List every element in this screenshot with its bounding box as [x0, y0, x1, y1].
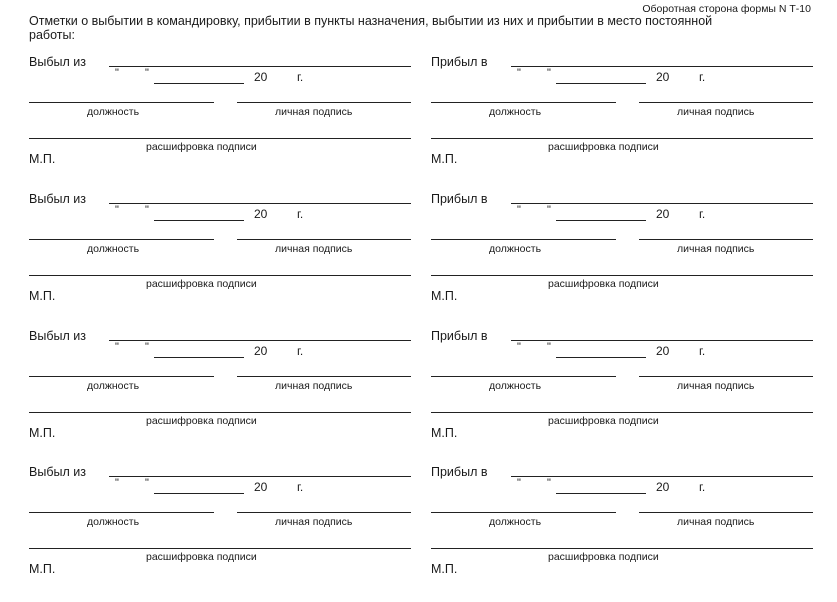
date-field[interactable] [556, 83, 646, 84]
departure-block-1 [29, 55, 411, 190]
date-field[interactable] [154, 220, 244, 221]
quote-mark: " [547, 341, 551, 353]
signature-caption: личная подпись [677, 380, 755, 392]
date-field[interactable] [154, 83, 244, 84]
departure-place-field[interactable] [109, 66, 411, 67]
position-caption: должность [87, 243, 140, 255]
quote-mark: " [547, 477, 551, 489]
signature-decoding-caption: расшифровка подписи [146, 278, 257, 290]
position-caption: должность [489, 516, 542, 528]
departure-label: Выбыл из [29, 55, 86, 69]
signature-decoding-caption: расшифровка подписи [548, 141, 659, 153]
signature-caption: личная подпись [677, 106, 755, 118]
quote-mark: " [517, 67, 521, 79]
signature-decoding-field[interactable] [29, 138, 411, 139]
position-field[interactable] [29, 102, 214, 103]
arrival-place-field[interactable] [511, 203, 813, 204]
quote-mark: " [145, 204, 149, 216]
signature-caption: личная подпись [677, 516, 755, 528]
signature-caption: личная подпись [275, 516, 353, 528]
year-suffix: г. [297, 480, 304, 494]
quote-mark: " [115, 204, 119, 216]
signature-field[interactable] [639, 239, 813, 240]
year-suffix: г. [297, 70, 304, 84]
signature-decoding-caption: расшифровка подписи [548, 415, 659, 427]
date-field[interactable] [556, 220, 646, 221]
departure-place-field[interactable] [109, 340, 411, 341]
position-caption: должность [87, 106, 140, 118]
arrival-block-1 [431, 55, 813, 190]
year-suffix: г. [699, 480, 706, 494]
signature-field[interactable] [639, 376, 813, 377]
signature-caption: личная подпись [275, 243, 353, 255]
date-field[interactable] [154, 357, 244, 358]
position-caption: должность [489, 243, 542, 255]
stamp-label: М.П. [29, 562, 56, 576]
stamp-label: М.П. [29, 152, 56, 166]
signature-field[interactable] [237, 376, 411, 377]
quote-mark: " [517, 477, 521, 489]
departure-block-2 [29, 192, 411, 327]
arrival-label: Прибыл в [431, 329, 488, 343]
signature-decoding-field[interactable] [431, 275, 813, 276]
departure-block-4 [29, 465, 411, 600]
signature-caption: личная подпись [275, 380, 353, 392]
stamp-label: М.П. [29, 426, 56, 440]
position-field[interactable] [29, 239, 214, 240]
signature-decoding-field[interactable] [29, 275, 411, 276]
date-field[interactable] [154, 493, 244, 494]
quote-mark: " [145, 67, 149, 79]
signature-decoding-caption: расшифровка подписи [146, 141, 257, 153]
quote-mark: " [115, 477, 119, 489]
arrival-place-field[interactable] [511, 66, 813, 67]
year-prefix: 20 [656, 207, 670, 221]
signature-decoding-caption: расшифровка подписи [548, 551, 659, 563]
stamp-label: М.П. [29, 289, 56, 303]
quote-mark: " [145, 341, 149, 353]
arrival-block-3 [431, 329, 813, 464]
date-field[interactable] [556, 357, 646, 358]
signature-field[interactable] [237, 239, 411, 240]
year-suffix: г. [699, 344, 706, 358]
signature-decoding-caption: расшифровка подписи [548, 278, 659, 290]
signature-decoding-caption: расшифровка подписи [146, 415, 257, 427]
year-prefix: 20 [254, 207, 268, 221]
year-prefix: 20 [254, 70, 268, 84]
quote-mark: " [547, 204, 551, 216]
departure-label: Выбыл из [29, 192, 86, 206]
quote-mark: " [517, 341, 521, 353]
signature-field[interactable] [237, 102, 411, 103]
quote-mark: " [115, 67, 119, 79]
position-field[interactable] [431, 239, 616, 240]
signature-field[interactable] [237, 512, 411, 513]
position-caption: должность [489, 106, 542, 118]
stamp-label: М.П. [431, 426, 458, 440]
signature-decoding-field[interactable] [431, 412, 813, 413]
departure-place-field[interactable] [109, 203, 411, 204]
year-prefix: 20 [656, 70, 670, 84]
signature-decoding-caption: расшифровка подписи [146, 551, 257, 563]
date-field[interactable] [556, 493, 646, 494]
quote-mark: " [145, 477, 149, 489]
position-caption: должность [87, 516, 140, 528]
year-prefix: 20 [656, 480, 670, 494]
departure-label: Выбыл из [29, 465, 86, 479]
position-field[interactable] [29, 512, 214, 513]
arrival-block-2 [431, 192, 813, 327]
position-caption: должность [489, 380, 542, 392]
arrival-label: Прибыл в [431, 192, 488, 206]
position-field[interactable] [431, 376, 616, 377]
quote-mark: " [517, 204, 521, 216]
year-prefix: 20 [254, 344, 268, 358]
stamp-label: М.П. [431, 289, 458, 303]
quote-mark: " [115, 341, 119, 353]
position-field[interactable] [29, 376, 214, 377]
form-reference: Оборотная сторона формы N Т-10 [642, 3, 811, 15]
year-suffix: г. [297, 344, 304, 358]
quote-mark: " [547, 67, 551, 79]
position-field[interactable] [431, 102, 616, 103]
position-caption: должность [87, 380, 140, 392]
signature-field[interactable] [639, 512, 813, 513]
year-suffix: г. [699, 207, 706, 221]
arrival-label: Прибыл в [431, 465, 488, 479]
signature-decoding-field[interactable] [431, 138, 813, 139]
signature-decoding-field[interactable] [29, 548, 411, 549]
arrival-place-field[interactable] [511, 476, 813, 477]
year-prefix: 20 [254, 480, 268, 494]
departure-label: Выбыл из [29, 329, 86, 343]
arrival-block-4 [431, 465, 813, 600]
stamp-label: М.П. [431, 152, 458, 166]
signature-decoding-field[interactable] [29, 412, 411, 413]
stamp-label: М.П. [431, 562, 458, 576]
signature-field[interactable] [639, 102, 813, 103]
form-heading: Отметки о выбытии в командировку, прибытии в пункты назначения, выбытии из них и прибытии в место постоянной работы: [29, 14, 713, 42]
departure-block-3 [29, 329, 411, 464]
year-prefix: 20 [656, 344, 670, 358]
arrival-place-field[interactable] [511, 340, 813, 341]
departure-place-field[interactable] [109, 476, 411, 477]
signature-decoding-field[interactable] [431, 548, 813, 549]
arrival-label: Прибыл в [431, 55, 488, 69]
signature-caption: личная подпись [275, 106, 353, 118]
year-suffix: г. [297, 207, 304, 221]
year-suffix: г. [699, 70, 706, 84]
position-field[interactable] [431, 512, 616, 513]
signature-caption: личная подпись [677, 243, 755, 255]
